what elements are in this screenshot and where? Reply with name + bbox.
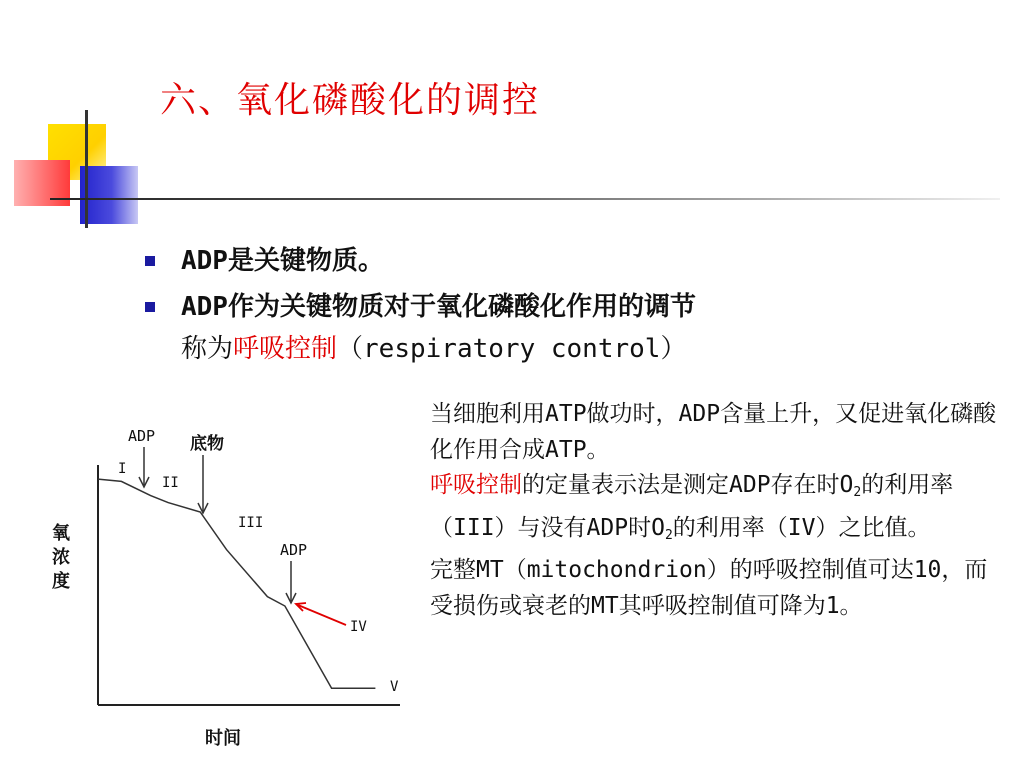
annotation-substrate: 底物	[190, 434, 224, 454]
explanation-text	[430, 397, 1010, 624]
state-label-1: I	[118, 461, 127, 477]
bullet-marker	[145, 302, 155, 312]
y-axis-label: 氧 浓 度	[52, 523, 70, 592]
bullet-text-2-suffix: （respiratory control）	[337, 334, 687, 364]
bullet-list	[145, 240, 985, 374]
bullet-text-2-prefix: 称为	[181, 334, 234, 364]
annotation-adp-2: ADP	[280, 541, 308, 559]
decor-square-blue	[80, 166, 138, 224]
explanation-paragraph-2	[430, 468, 1010, 553]
explanation-paragraph-3: 完整MT（mitochondrion）的呼吸控制值可达10，而受损伤或衰老的MT其呼吸控制值可降为1。	[430, 557, 988, 619]
respiratory-control-term: 呼吸控制	[233, 334, 338, 364]
x-axis-label: 时间	[205, 728, 241, 749]
respiratory-control-term-2: 呼吸控制	[430, 472, 522, 498]
explanation-p2-b: 的利用率（III）与没有ADP时O	[430, 472, 954, 541]
bullet-item	[145, 286, 985, 370]
oxygen-consumption-chart	[40, 405, 420, 755]
explanation-p2-a: 的定量表示法是测定ADP存在时O	[522, 472, 854, 498]
red-pointer-arrow	[298, 605, 346, 625]
state-label-4: IV	[350, 619, 367, 635]
bullet-text-2: ADP作为关键物质对于氧化磷酸化作用的调节	[181, 292, 696, 322]
state-label-2: II	[162, 475, 179, 491]
state-label-3: III	[238, 515, 264, 531]
subscript-2: 2	[664, 527, 673, 543]
bullet-marker	[145, 256, 155, 266]
title-divider-line	[50, 198, 1000, 200]
subscript-2: 2	[853, 485, 862, 500]
slide-title: 六、氧化磷酸化的调控	[160, 80, 541, 121]
decor-vertical-line	[85, 110, 88, 228]
state-label-5: V	[390, 679, 399, 695]
explanation-paragraph-1: 当细胞利用ATP做功时，ADP含量上升，又促进氧化磷酸化作用合成ATP。	[430, 401, 997, 463]
explanation-p2-c: 的利用率（IV）之比值。	[672, 514, 931, 541]
bullet-item	[145, 240, 985, 282]
annotation-adp-1: ADP	[128, 427, 156, 445]
bullet-text-1: ADP是关键物质。	[181, 246, 384, 276]
oxygen-line-series	[98, 479, 375, 688]
